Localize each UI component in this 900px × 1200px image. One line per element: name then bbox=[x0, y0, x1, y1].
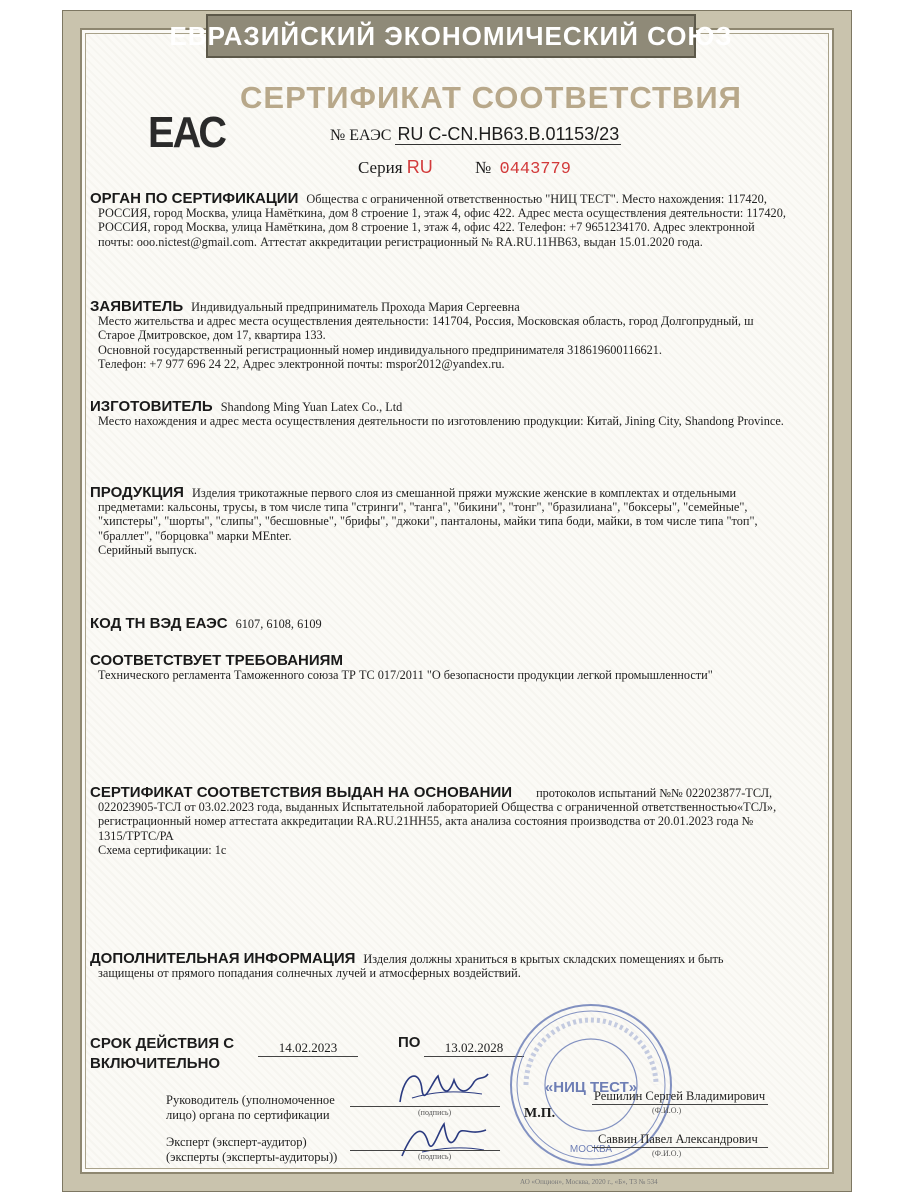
head-signature-caption: (подпись) bbox=[418, 1108, 452, 1117]
certification-body-line: почты: ooo.nictest@gmail.com. Аттестат аккредитации регистрационный № RA.RU.11НВ63, выдан 15.01.2020 года. bbox=[98, 234, 703, 249]
product-line: Изделия трикотажные первого слоя из смешанной пряжи мужские женские в комплектах и отдельными bbox=[191, 486, 737, 500]
additional-info-line: Изделия должны храниться в крытых складских помещениях и быть bbox=[363, 952, 724, 966]
union-banner: ЕВРАЗИЙСКИЙ ЭКОНОМИЧЕСКИЙ СОЮЗ bbox=[206, 14, 696, 58]
basis-line: протоколов испытаний №№ 022023877-ТСЛ, bbox=[536, 786, 773, 800]
additional-info-section bbox=[90, 952, 790, 980]
eac-logo: ЕАС bbox=[148, 108, 226, 157]
head-name-line bbox=[592, 1104, 768, 1105]
requirements-line: Технического регламента Таможенного союза ТР ТС 017/2011 "О безопасности продукции легкой промышленности" bbox=[98, 668, 713, 683]
blank-label: № bbox=[475, 158, 492, 177]
product-line: Серийный выпуск. bbox=[98, 542, 197, 557]
product-line: предметами: кальсоны, трусы, в том числе типа "стринги", "танга", "бикини", "тонг", "бразилиана", "боксеры", "семейные", bbox=[98, 500, 748, 515]
validity-to-label: ПО bbox=[398, 1034, 421, 1051]
guilloche-frame bbox=[62, 10, 852, 1192]
expert-label-line: (эксперты (эксперты-аудиторы)) bbox=[166, 1150, 338, 1164]
basis-line: 1315/ТРТС/РА bbox=[98, 828, 174, 843]
manufacturer-heading: ИЗГОТОВИТЕЛЬ bbox=[90, 398, 213, 415]
print-info: АО «Опцион», Москва, 2020 г., «Б», ТЗ № 534 bbox=[520, 1178, 658, 1186]
manufacturer-line: Shandong Ming Yuan Latex Co., Ltd bbox=[220, 400, 403, 414]
manufacturer-line: Место нахождения и адрес места осуществления деятельности по изготовлению продукции: Китай, Jining City, Shandong Province. bbox=[98, 414, 784, 429]
certification-body-heading: ОРГАН ПО СЕРТИФИКАЦИИ bbox=[90, 190, 299, 207]
applicant-line: Старое Дмитровское, дом 17, квартира 133. bbox=[98, 328, 326, 343]
requirements-heading: СООТВЕТСТВУЕТ ТРЕБОВАНИЯМ bbox=[90, 652, 343, 669]
head-signer-label bbox=[166, 1093, 335, 1123]
expert-name-caption: (Ф.И.О.) bbox=[652, 1149, 682, 1158]
expert-signature-caption: (подпись) bbox=[418, 1152, 452, 1161]
head-label-line: Руководитель (уполномоченное bbox=[166, 1093, 335, 1107]
validity-date-from: 14.02.2023 bbox=[258, 1040, 358, 1057]
certificate-number bbox=[330, 124, 621, 145]
validity-label bbox=[90, 1034, 234, 1074]
product-section bbox=[90, 486, 790, 557]
product-line: "хипстеры", "шорты", "слипы", "бесшовные", "брифы", "джоки", панталоны, майки типа боди, майки, в том числе типа "топ", bbox=[98, 514, 758, 529]
certification-body-line: РОССИЯ, город Москва, улица Намёткина, дом 8 строение 1, этаж 4, офис 422. Адрес места осуществления деятельности: 117420, bbox=[98, 206, 786, 221]
expert-signature-line bbox=[350, 1150, 500, 1151]
validity-inclusive-label: ВКЛЮЧИТЕЛЬНО bbox=[90, 1055, 221, 1072]
manufacturer-section bbox=[90, 400, 790, 428]
basis-line: 022023905-ТСЛ от 03.02.2023 года, выданных Испытательной лабораторией Общества с ограниченной ответственностью«ТСЛ», bbox=[98, 800, 777, 815]
applicant-section bbox=[90, 300, 790, 371]
head-signature bbox=[392, 1062, 492, 1112]
series-line bbox=[358, 157, 571, 179]
basis-heading: СЕРТИФИКАТ СООТВЕТСТВИЯ ВЫДАН НА ОСНОВАНИИ bbox=[90, 784, 513, 801]
expert-signer-label bbox=[166, 1135, 337, 1165]
validity-date-to: 13.02.2028 bbox=[424, 1040, 524, 1057]
stamp-center-text: «НИЦ ТЕСТ» bbox=[544, 1079, 638, 1096]
basis-line: регистрационный номер аттестата аккредитации RA.RU.21НН55, акта анализа состояния производства от 20.01.2023 года № bbox=[98, 814, 754, 829]
basis-section bbox=[90, 786, 790, 857]
series-value: RU bbox=[406, 157, 433, 177]
certification-body-section bbox=[90, 192, 790, 249]
additional-info-line: защищены от прямого попадания солнечных лучей и атмосферных воздействий. bbox=[98, 966, 521, 981]
product-heading: ПРОДУКЦИЯ bbox=[90, 484, 184, 501]
applicant-line: Телефон: +7 977 696 24 22, Адрес электронной почты: mspor2012@yandex.ru. bbox=[98, 356, 505, 371]
tn-ved-value: 6107, 6108, 6109 bbox=[235, 617, 322, 631]
product-line: "браллет", "борцовка" марки MEnter. bbox=[98, 528, 292, 543]
tn-ved-heading: КОД ТН ВЭД ЕАЭС bbox=[90, 615, 228, 632]
expert-label-line: Эксперт (эксперт-аудитор) bbox=[166, 1135, 307, 1149]
expert-name-line bbox=[592, 1147, 768, 1148]
requirements-section bbox=[90, 654, 790, 682]
basis-line: Схема сертификации: 1с bbox=[98, 842, 227, 857]
head-label-line: лицо) органа по сертификации bbox=[166, 1108, 330, 1122]
head-name-caption: (Ф.И.О.) bbox=[652, 1106, 682, 1115]
tn-ved-section bbox=[90, 617, 790, 631]
applicant-line: Основной государственный регистрационный номер индивидуального предпринимателя 318619600116621. bbox=[98, 342, 663, 357]
series-label: Серия bbox=[358, 158, 403, 177]
applicant-line: Индивидуальный предприниматель Прохода Мария Сергеевна bbox=[191, 300, 520, 314]
expert-name: Саввин Павел Александрович bbox=[598, 1132, 758, 1146]
stamp-city-text: МОСКВА bbox=[569, 1144, 613, 1155]
number-label: № ЕАЭС bbox=[330, 127, 392, 144]
stamp-place-label: М.П. bbox=[524, 1106, 556, 1121]
head-signature-line bbox=[350, 1106, 500, 1107]
certification-body-line: Общества с ограниченной ответственностью "НИЦ ТЕСТ". Место нахождения: 117420, bbox=[306, 192, 767, 206]
applicant-line: Место жительства и адрес места осуществления деятельности: 141704, Россия, Московская область, город Долгопрудный, ш bbox=[98, 314, 754, 329]
additional-info-heading: ДОПОЛНИТЕЛЬНАЯ ИНФОРМАЦИЯ bbox=[90, 950, 356, 967]
certification-body-line: РОССИЯ, город Москва, улица Намёткина, дом 8 строение 1, этаж 4, офис 422. Телефон: +7 9651234170. Адрес электронной bbox=[98, 220, 755, 235]
certificate-title: СЕРТИФИКАТ СООТВЕТСТВИЯ bbox=[240, 80, 742, 115]
number-value: RU С-CN.НВ63.В.01153/23 bbox=[397, 124, 620, 144]
blank-number: 0443779 bbox=[499, 160, 571, 179]
applicant-heading: ЗАЯВИТЕЛЬ bbox=[90, 298, 184, 315]
validity-from-label: СРОК ДЕЙСТВИЯ С bbox=[90, 1035, 235, 1052]
head-name: Решилин Сергей Владимирович bbox=[594, 1089, 766, 1103]
